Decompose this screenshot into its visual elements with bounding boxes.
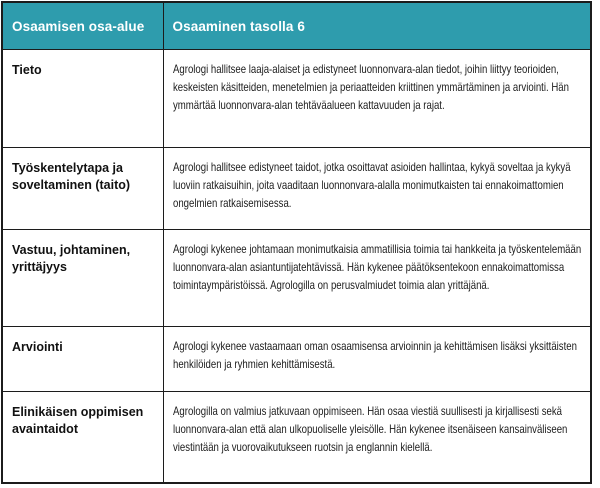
row-label-tieto: Tieto: [2, 49, 163, 147]
description-text: Agrologilla on valmius jatkuvaan oppimiseen. Hän osaa viestiä suullisesti ja kirjallisesti sekä luonnonvara-alan että alan ulkopuoliselle yleisölle. Hän kykenee itsenäiseen kansainväliseen viestintään ja vuorovaikutukseen ruotsin ja englannin kielellä.: [172, 403, 567, 454]
description-text: Agrologi kykenee johtamaan monimutkaisia ammatillisia toimia tai hankkeita ja työskentelemään luonnonvara-alan asiantuntijatehtävissä. Hän kykenee päätöksentekoon ennakoimattomissa toimintaympäristöissä. Agrologilla on perusvalmiudet toimia alan yrittäjänä.: [172, 241, 581, 292]
row-label-arviointi: Arviointi: [2, 326, 163, 391]
row-description-elinikainen-oppiminen: [163, 391, 591, 483]
row-label-elinikainen-oppiminen: Elinikäisen oppimisen avaintaidot: [2, 391, 163, 483]
row-label-vastuu: Vastuu, johtaminen, yrittäjyys: [2, 229, 163, 326]
row-description-tyoskentelytapa: [163, 147, 591, 229]
table-row-elinikainen-oppiminen: [2, 391, 591, 483]
column-header-osaamisen-osa-alue: Osaamisen osa-alue: [2, 2, 163, 49]
competence-table: [1, 1, 592, 484]
description-text: Agrologi kykenee vastaamaan oman osaamisensa arvioinnin ja kehittämisen lisäksi yksittäisten henkilöiden ja ryhmien kehittämisestä.: [172, 338, 577, 371]
row-description-arviointi: [163, 326, 591, 391]
table-row-tyoskentelytapa: [2, 147, 591, 229]
description-text: Agrologi hallitsee edistyneet taidot, jotka osoittavat asioiden hallintaa, kykyä soveltaa ja kykyä luoviin ratkaisuihin, joita vaaditaan luonnonvara-alalla monimutkaisten tai ennakoimattomien ongelmien ratkaisemisessa.: [172, 159, 571, 210]
row-label-tyoskentelytapa: Työskentelytapa ja soveltaminen (taito): [2, 147, 163, 229]
column-header-osaaminen-tasolla-6: Osaaminen tasolla 6: [163, 2, 591, 49]
table-header-row: [2, 2, 591, 49]
row-description-vastuu: [163, 229, 591, 326]
row-description-tieto: [163, 49, 591, 147]
table-row-tieto: [2, 49, 591, 147]
table-row-vastuu: [2, 229, 591, 326]
description-text: Agrologi hallitsee laaja-alaiset ja edistyneet luonnonvara-alan tiedot, joihin liittyy teorioiden, keskeisten käsitteiden, menetelmien ja periaatteiden kriittinen ymmärtäminen ja arviointi. Hän ymmärtää luonnonvara-alan tehtäväalueen kattavuuden ja rajat.: [172, 61, 569, 112]
table-row-arviointi: [2, 326, 591, 391]
